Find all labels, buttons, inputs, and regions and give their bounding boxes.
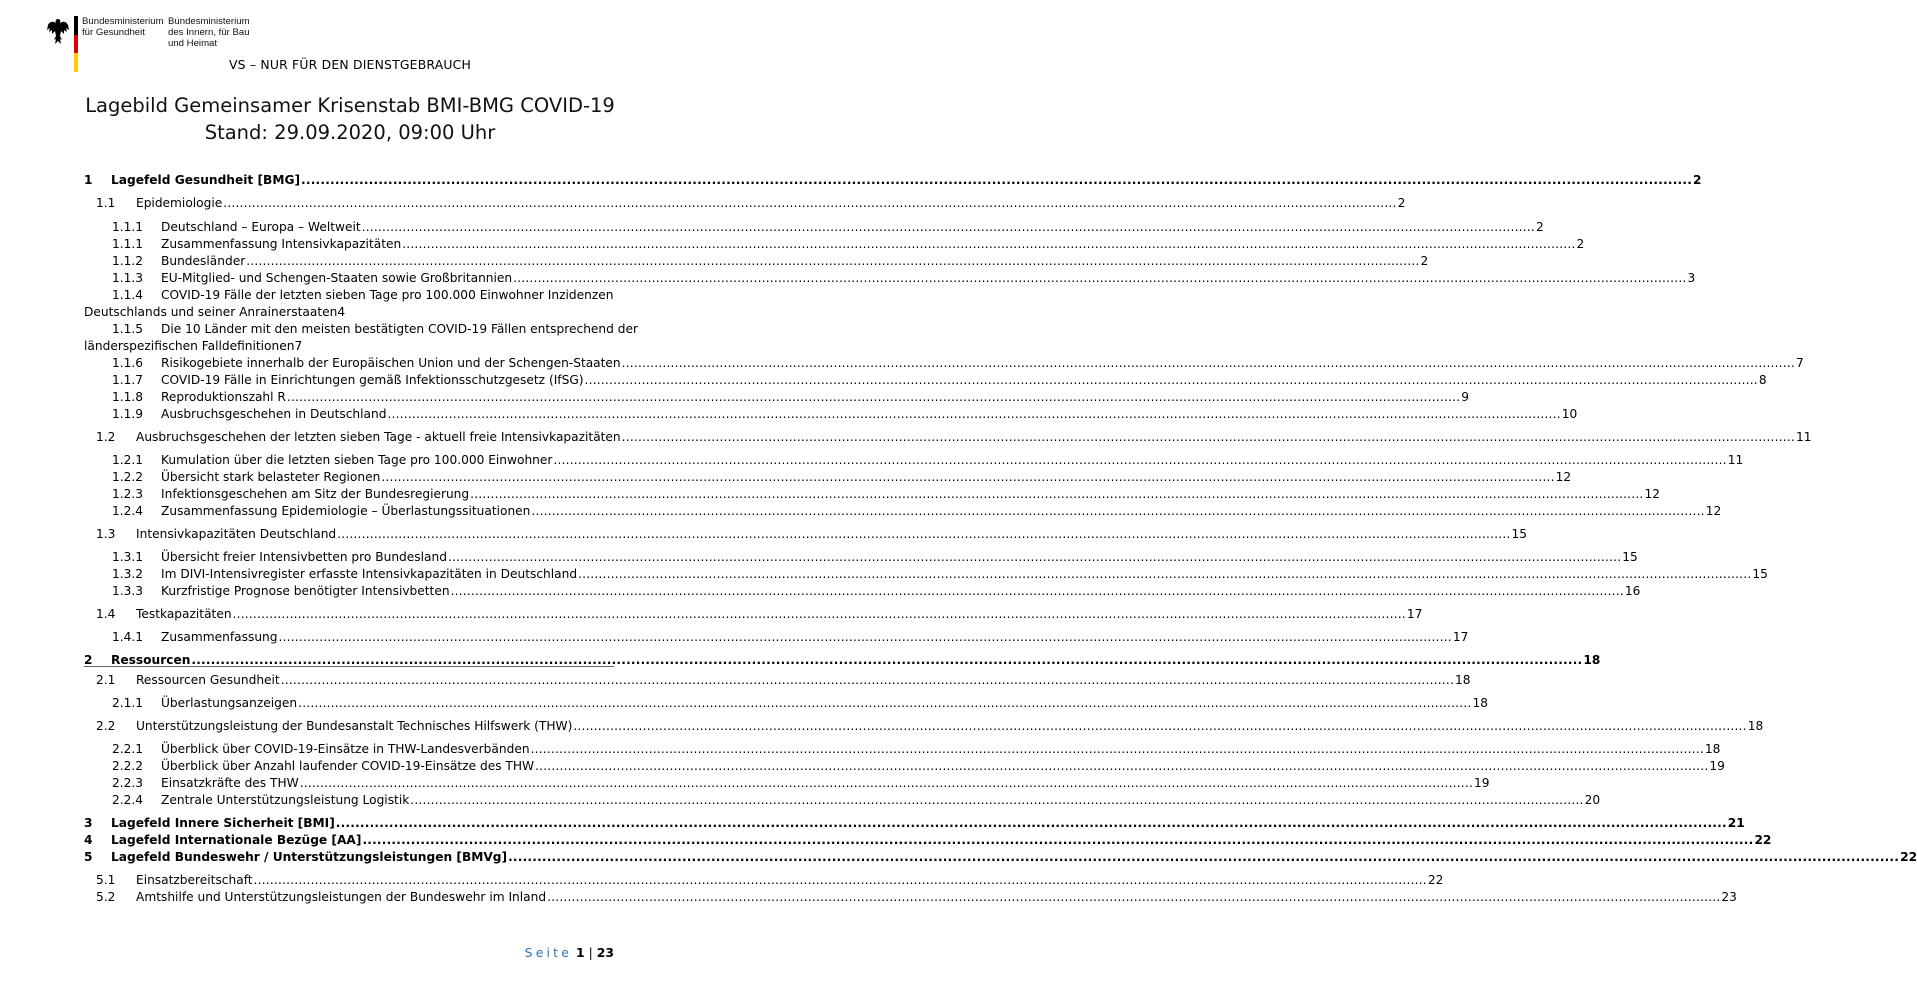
toc-entry-title-cont: Deutschlands und seiner Anrainerstaaten [84,305,338,319]
toc-entry-page: 9 [1461,390,1469,404]
toc-entry-title: Kumulation über die letzten sieben Tage pro 100.000 Einwohner [161,453,553,467]
toc-leader-dots [336,815,1727,832]
toc-entry[interactable] [84,832,1772,849]
toc-entry-title: Unterstützungsleistung der Bundesanstalt Technisches Hilfswerk (THW) [136,719,573,733]
toc-entry-page: 22 [1900,850,1917,864]
toc-entry-page: 12 [1705,504,1722,518]
toc-entry[interactable] [84,849,1917,866]
toc-entry-number: 1.3.1 [112,550,144,564]
toc-entry-line [136,672,1471,689]
toc-leader-dots [573,718,1746,735]
toc-entry-title: Lagefeld Internationale Bezüge [AA] [111,833,362,847]
toc-entry-page: 22 [1754,833,1772,847]
toc-entry[interactable] [84,672,1471,689]
toc-entry-line [161,270,1696,287]
toc-entry-number: 2.1 [96,673,116,687]
ministry-bmi-name [168,16,250,49]
toc-leader-dots [233,606,1406,623]
toc-entry-title: Übersicht freier Intensivbetten pro Bundesland [161,550,447,564]
toc-entry-number: 1.3 [96,527,116,541]
toc-entry-title: Deutschland – Europa – Weltweit [161,220,361,234]
toc-entry-title: Im DIVI-Intensivregister erfasste Intensivkapazitäten in Deutschland [161,567,578,581]
toc-entry-number: 1.4 [96,607,116,621]
toc-entry-page: 7 [1795,356,1804,370]
toc-entry-page: 19 [1474,776,1490,790]
toc-entry-page: 22 [1427,873,1444,887]
toc-entry-number: 1.1.9 [112,407,144,421]
toc-entry-line [161,372,1767,389]
toc-leader-dots [223,195,1396,212]
toc-entry[interactable] [84,815,1745,832]
toc-entry[interactable] [84,270,1696,287]
toc-leader-dots [470,486,1643,503]
toc-leader-dots [191,652,1582,669]
toc-entry-page: 15 [1622,550,1638,564]
toc-entry-line [136,872,1444,889]
toc-entry-line [161,695,1488,712]
toc-entry-number: 1.1.7 [112,373,144,387]
toc-leader-dots [402,236,1575,253]
toc-entry-number: 1.2.1 [112,453,144,467]
toc-entry-line [161,219,1544,236]
toc-entry[interactable] [84,741,1721,758]
toc-entry-title: Ressourcen Gesundheit [136,673,280,687]
toc-entry-number: 1.1.1 [112,220,144,234]
toc-entry-title: Ressourcen [111,653,191,667]
toc-leader-dots [622,355,1795,372]
toc-entry[interactable] [84,629,1469,646]
toc-entry-number: 1.1.1 [112,237,144,251]
page-current: 1 [576,945,585,960]
toc-entry[interactable] [84,526,1528,543]
toc-entry-page: 15 [1752,567,1768,581]
toc-entry-number: 1.1.3 [112,271,144,285]
toc-entry[interactable] [84,652,1601,669]
toc-entry-page: 18 [1583,653,1601,667]
toc-entry-line [136,429,1812,446]
title-subline: Stand: 29.09.2020, 09:00 Uhr [204,121,496,144]
toc-entry-title: Amtshilfe und Unterstützungsleistungen der Bundeswehr im Inland [136,890,547,904]
toc-entry-title-cont: länderspezifischen Falldefinitionen [84,339,295,353]
toc-leader-dots [362,219,1535,236]
toc-leader-dots [300,775,1473,792]
toc-entry-page: 8 [1758,373,1767,387]
toc-entry-number: 1.1.4 [112,288,144,302]
toc-entry-page: 4 [337,305,346,319]
toc-entry-page: 23 [1721,890,1737,904]
toc-entry[interactable] [84,872,1444,889]
toc-entry-page: 2 [1535,220,1544,234]
toc-entry-number: 1.1.8 [112,390,144,404]
toc-entry-number: 4 [84,833,93,847]
toc-entry-number: 1 [84,173,93,187]
toc-entry-line [161,629,1469,646]
toc-entry-page: 18 [1704,742,1721,756]
toc-entry-line [161,236,1585,253]
classification-marking: VS – NUR FÜR DEN DIENSTGEBRAUCH [228,57,472,72]
toc-entry-title: Ausbruchsgeschehen der letzten sieben Tage - aktuell freie Intensivkapazitäten [136,430,621,444]
toc-leader-dots [553,452,1726,469]
toc-entry-page: 18 [1747,719,1764,733]
toc-entry-number: 1.2.3 [112,487,144,501]
toc-entry[interactable] [84,469,1572,486]
toc-leader-dots [337,526,1510,543]
toc-entry-line [111,849,1917,866]
toc-entry-page: 2 [1693,173,1702,187]
toc-entry-line [136,718,1764,735]
toc-entry-number: 2.2.3 [112,776,144,790]
toc-entry-number: 1.3.2 [112,567,144,581]
toc-entry-title: COVID-19 Fälle in Einrichtungen gemäß Infektionsschutzgesetz (IfSG) [161,373,584,387]
toc-leader-dots [448,549,1621,566]
toc-entry-page: 17 [1452,630,1469,644]
toc-entry[interactable] [84,606,1423,623]
ministry-bmi-line: Bundesministerium [168,16,250,27]
toc-entry-page: 18 [1472,696,1488,710]
toc-leader-dots [585,372,1758,389]
toc-entry-number: 5.1 [96,873,116,887]
toc-leader-dots [451,583,1624,600]
toc-entry-page: 11 [1796,430,1812,444]
ministry-bmi-line: des Innern, für Bau [168,27,250,38]
toc-entry[interactable] [84,758,1725,775]
toc-entry-title: Reproduktionszahl R [161,390,286,404]
toc-leader-dots [531,741,1704,758]
toc-entry-line [161,389,1469,406]
toc-entry-line [136,526,1528,543]
toc-entry[interactable] [84,566,1768,583]
toc-leader-dots [622,429,1795,446]
toc-entry-page: 11 [1727,453,1744,467]
toc-entry[interactable] [84,389,1469,406]
toc-entry-page: 18 [1455,673,1471,687]
toc-entry[interactable] [84,236,1585,253]
toc-entry[interactable] [84,486,1660,503]
toc-entry-line [136,606,1423,623]
ministry-bmg-name [82,16,164,38]
toc-entry-title: Infektionsgeschehen am Sitz der Bundesregierung [161,487,470,501]
toc-entry[interactable] [84,253,1429,270]
toc-entry[interactable] [84,775,1490,792]
toc-entry-number: 1.2 [96,430,116,444]
toc-entry-title: Lagefeld Bundeswehr / Unterstützungsleistungen [BMVg] [111,850,508,864]
toc-entry-title: Übersicht stark belasteter Regionen [161,470,381,484]
toc-entry[interactable] [84,429,1812,446]
toc-entry-line [161,486,1660,503]
toc-entry-line [111,652,1601,669]
toc-leader-dots [531,503,1704,520]
ministry-bmg-line: für Gesundheit [82,27,145,38]
toc-entry-continuation [84,304,614,321]
toc-entry-title: Lagefeld Gesundheit [BMG] [111,173,301,187]
toc-leader-dots [535,758,1708,775]
toc-leader-dots [410,792,1583,809]
toc-entry-title: Ausbruchsgeschehen in Deutschland [161,407,387,421]
toc-entry[interactable] [84,172,1702,189]
page-footer [525,945,614,960]
toc-entry-title: Einsatzkräfte des THW [161,776,299,790]
toc-leader-dots [281,672,1454,689]
toc-entry-page: 12 [1644,487,1660,501]
toc-entry-page: 2 [1420,254,1429,268]
toc-entry-title: Kurzfristige Prognose benötigter Intensivbetten [161,584,450,598]
toc-entry-line [161,355,1804,372]
toc-entry-page: 21 [1727,816,1745,830]
toc-entry[interactable] [84,321,639,355]
toc-entry-title: Lagefeld Innere Sicherheit [BMI] [111,816,335,830]
toc-entry-title: Die 10 Länder mit den meisten bestätigten COVID-19 Fällen entsprechend der [161,322,639,336]
toc-entry-title: Einsatzbereitschaft [136,873,253,887]
title-line: Lagebild Gemeinsamer Krisenstab BMI-BMG COVID-19 [85,94,615,117]
toc-entry-line [111,172,1702,189]
toc-entry[interactable] [84,195,1406,212]
toc-leader-dots [387,406,1560,423]
toc-entry-page: 12 [1555,470,1572,484]
toc-entry-line [161,549,1638,566]
toc-entry-line [111,815,1745,832]
toc-entry-title: Überblick über COVID-19-Einsätze in THW-Landesverbänden [161,742,530,756]
toc-entry-title: Bundesländer [161,254,246,268]
toc-entry-title: Überblick über Anzahl laufender COVID-19-Einsätze des THW [161,759,535,773]
toc-entry[interactable] [84,718,1764,735]
toc-entry-line [161,741,1721,758]
toc-entry[interactable] [84,695,1488,712]
toc-entry[interactable] [84,792,1601,809]
toc-entry-title: EU-Mitglied- und Schengen-Staaten sowie Großbritannien [161,271,513,285]
toc-entry-page: 10 [1561,407,1578,421]
toc-entry-title: Risikogebiete innerhalb der Europäischen Union und der Schengen-Staaten [161,356,621,370]
toc-entry-page: 17 [1406,607,1423,621]
toc-entry-number: 5.2 [96,890,116,904]
toc-entry-number: 5 [84,850,93,864]
toc-entry[interactable] [84,372,1767,389]
toc-entry[interactable] [84,549,1638,566]
toc-leader-dots [254,872,1427,889]
toc-entry-title: Zusammenfassung [161,630,278,644]
toc-entry-line [111,832,1772,849]
toc-entry[interactable] [84,503,1722,520]
toc-entry-number: 1.2.4 [112,504,144,518]
toc-leader-dots [246,253,1419,270]
toc-entry-number: 1.1.6 [112,356,144,370]
toc-entry[interactable] [84,355,1804,372]
toc-entry-continuation [84,338,614,355]
toc-entry-page: 3 [1687,271,1696,285]
toc-entry-line [161,792,1601,809]
toc-leader-dots [301,172,1692,189]
toc-entry-number: 2 [84,653,93,667]
toc-leader-dots [508,849,1899,866]
toc-entry[interactable] [84,583,1641,600]
toc-entry-line [161,758,1725,775]
toc-entry[interactable] [84,406,1578,423]
toc-leader-dots [578,566,1751,583]
toc-entry-title: Zusammenfassung Intensivkapazitäten [161,237,402,251]
toc-entry-page: 19 [1709,759,1725,773]
toc-leader-dots [362,832,1753,849]
toc-entry-number: 1.4.1 [112,630,144,644]
toc-entry-page: 2 [1397,196,1406,210]
page-separator: | [588,945,593,960]
toc-entry-number: 2.2.1 [112,742,144,756]
toc-entry-line [161,406,1578,423]
toc-entry-title: Testkapazitäten [136,607,232,621]
toc-entry-line [136,195,1406,212]
toc-entry-page: 7 [294,339,303,353]
toc-leader-dots [381,469,1554,486]
toc-entry-line [161,566,1768,583]
toc-entry-page: 2 [1576,237,1585,251]
toc-entry-page: 20 [1584,793,1601,807]
toc-entry-line [136,889,1737,906]
toc-entry-line [161,253,1429,270]
toc-entry-number: 1.2.2 [112,470,144,484]
toc-leader-dots [279,629,1452,646]
toc-entry[interactable] [84,889,1737,906]
page-label: Seite [524,945,573,960]
toc-entry-title: Intensivkapazitäten Deutschland [136,527,337,541]
toc-entry-number: 1.1 [96,196,116,210]
toc-entry-line [161,469,1572,486]
ministry-bmg-line: Bundesministerium [82,16,164,27]
toc-entry-number: 1.1.5 [112,322,144,336]
federal-eagle-icon [46,18,70,46]
toc-entry-line [161,452,1744,469]
toc-leader-dots [547,889,1720,906]
toc-entry-title: Zusammenfassung Epidemiologie – Überlastungssituationen [161,504,531,518]
toc-entry-number: 2.2.2 [112,759,144,773]
toc-entry-title: Zentrale Unterstützungsleistung Logistik [161,793,410,807]
toc-entry-number: 2.2.4 [112,793,144,807]
toc-entry-title: COVID-19 Fälle der letzten sieben Tage pro 100.000 Einwohner Inzidenzen [161,288,614,302]
toc-entry-title: Überlastungsanzeigen [161,696,298,710]
toc-leader-dots [287,389,1460,406]
toc-entry-line [161,775,1490,792]
toc-leader-dots [513,270,1686,287]
toc-leader-dots [298,695,1471,712]
toc-entry-number: 2.1.1 [112,696,144,710]
toc-entry-title: Epidemiologie [136,196,223,210]
page-total: 23 [596,945,614,960]
toc-entry[interactable] [84,219,1544,236]
toc-entry-number: 2.2 [96,719,116,733]
document-title [0,92,700,146]
toc-entry[interactable] [84,287,614,321]
toc-entry-line [161,503,1722,520]
toc-entry[interactable] [84,452,1744,469]
toc-entry-number: 3 [84,816,93,830]
toc-entry-number: 1.3.3 [112,584,144,598]
toc-entry-number: 1.1.2 [112,254,144,268]
toc-entry-line [161,583,1641,600]
toc-entry-page: 16 [1624,584,1641,598]
toc-entry-page: 15 [1511,527,1528,541]
ministry-bmi-line: und Heimat [168,38,218,49]
